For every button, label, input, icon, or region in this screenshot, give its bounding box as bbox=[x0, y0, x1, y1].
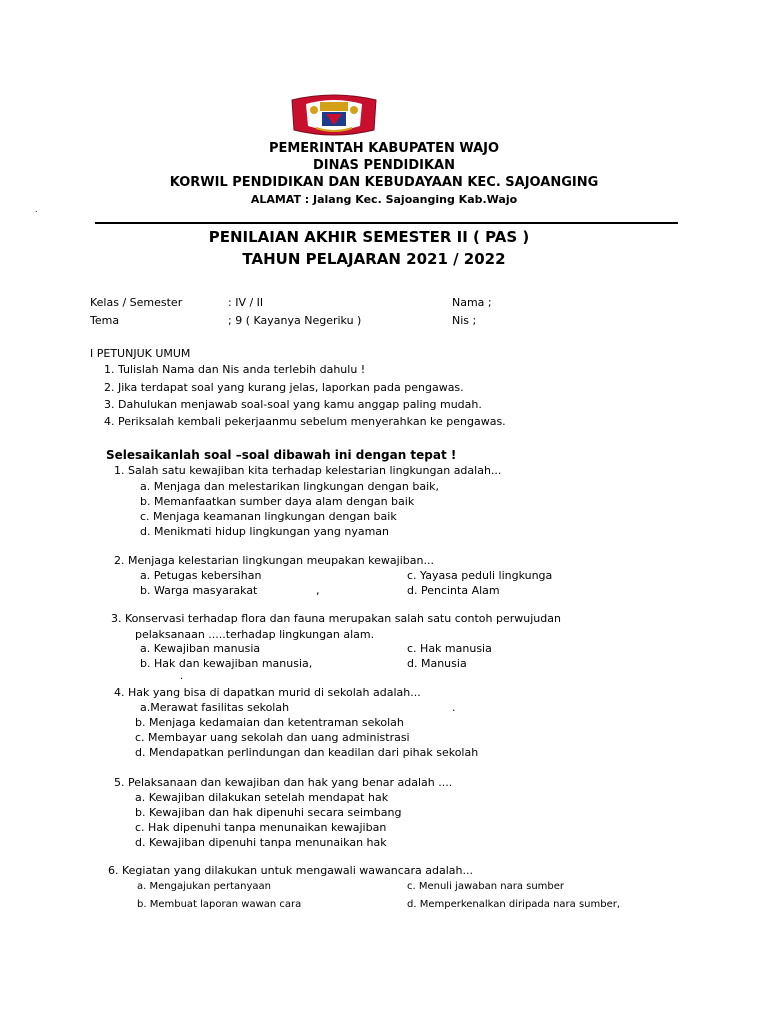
q4-option-a: a.Merawat fasilitas sekolah bbox=[140, 701, 290, 714]
instruction-item: 3. Dahulukan menjawab soal-soal yang kamu anggap paling mudah. bbox=[104, 398, 482, 411]
kelas-value: : IV / II bbox=[228, 296, 264, 309]
header-divider bbox=[95, 222, 678, 224]
kelas-label: Kelas / Semester bbox=[90, 296, 183, 309]
question-6: 6. Kegiatan yang dilakukan untuk mengawali wawancara adalah... bbox=[108, 864, 473, 877]
q2-stray-comma: , bbox=[316, 584, 320, 597]
nama-label: Nama ; bbox=[452, 296, 492, 309]
q1-option-a: a. Menjaga dan melestarikan lingkungan dengan baik, bbox=[140, 480, 440, 493]
header-department: DINAS PENDIDIKAN bbox=[312, 158, 456, 173]
q2-option-b: b. Warga masyarakat bbox=[140, 584, 258, 597]
exam-title: PENILAIAN AKHIR SEMESTER II ( PAS ) bbox=[208, 228, 530, 246]
q6-option-c: c. Menuli jawaban nara sumber bbox=[407, 881, 565, 892]
question-1: 1. Salah satu kewajiban kita terhadap kelestarian lingkungan adalah... bbox=[114, 464, 502, 477]
q6-option-d: d. Memperkenalkan diripada nara sumber, bbox=[407, 899, 621, 910]
q4-option-d: d. Mendapatkan perlindungan dan keadilan dari pihak sekolah bbox=[135, 746, 479, 759]
margin-mark: . bbox=[35, 205, 38, 214]
q1-option-d: d. Menikmati hidup lingkungan yang nyaman bbox=[140, 525, 389, 538]
q1-option-c: c. Menjaga keamanan lingkungan dengan baik bbox=[140, 510, 397, 523]
q3-option-b: b. Hak dan kewajiban manusia, bbox=[140, 657, 313, 670]
q6-option-a: a. Mengajukan pertanyaan bbox=[137, 881, 271, 892]
wajo-emblem-icon bbox=[286, 90, 382, 140]
header-address: ALAMAT : Jalang Kec. Sajoanging Kab.Wajo bbox=[250, 193, 518, 206]
q5-option-d: d. Kewajiban dipenuhi tanpa menunaikan hak bbox=[135, 836, 387, 849]
q4-option-b: b. Menjaga kedamaian dan ketentraman sekolah bbox=[135, 716, 404, 729]
instruction-item: 1. Tulislah Nama dan Nis anda terlebih dahulu ! bbox=[104, 363, 366, 376]
section-heading: Selesaikanlah soal –soal dibawah ini dengan tepat ! bbox=[106, 448, 457, 462]
question-5: 5. Pelaksanaan dan kewajiban dan hak yang benar adalah .... bbox=[114, 776, 453, 789]
nis-label: Nis ; bbox=[452, 314, 477, 327]
question-3: 3. Konservasi terhadap flora dan fauna merupakan salah satu contoh perwujudan bbox=[111, 612, 561, 625]
q2-option-d: d. Pencinta Alam bbox=[407, 584, 500, 597]
q5-option-b: b. Kewajiban dan hak dipenuhi secara seimbang bbox=[135, 806, 402, 819]
instructions-heading: I PETUNJUK UMUM bbox=[90, 347, 191, 360]
q3-stray-dot: . bbox=[180, 671, 184, 682]
q2-option-a: a. Petugas kebersihan bbox=[140, 569, 262, 582]
q4-option-c: c. Membayar uang sekolah dan uang administrasi bbox=[135, 731, 410, 744]
exam-year: TAHUN PELAJARAN 2021 / 2022 bbox=[242, 250, 506, 268]
question-3-cont: pelaksanaan .....terhadap lingkungan alam. bbox=[135, 628, 375, 641]
instruction-item: 4. Periksalah kembali pekerjaanmu sebelum menyerahkan ke pengawas. bbox=[104, 415, 506, 428]
q3-option-d: d. Manusia bbox=[407, 657, 467, 670]
q2-option-c: c. Yayasa peduli lingkunga bbox=[407, 569, 553, 582]
q5-option-c: c. Hak dipenuhi tanpa menunaikan kewajiban bbox=[135, 821, 387, 834]
instruction-item: 2. Jika terdapat soal yang kurang jelas, laporkan pada pengawas. bbox=[104, 381, 464, 394]
q3-option-c: c. Hak manusia bbox=[407, 642, 492, 655]
header-korwil: KORWIL PENDIDIKAN DAN KEBUDAYAAN KEC. SAJOANGING bbox=[169, 175, 599, 190]
q6-option-b: b. Membuat laporan wawan cara bbox=[137, 899, 302, 910]
q1-option-b: b. Memanfaatkan sumber daya alam dengan baik bbox=[140, 495, 415, 508]
q4-stray-dot: . bbox=[452, 701, 456, 714]
question-4: 4. Hak yang bisa di dapatkan murid di sekolah adalah... bbox=[114, 686, 421, 699]
question-2: 2. Menjaga kelestarian lingkungan meupakan kewajiban... bbox=[114, 554, 434, 567]
header-government: PEMERINTAH KABUPATEN WAJO bbox=[268, 141, 500, 156]
tema-value: ; 9 ( Kayanya Negeriku ) bbox=[228, 314, 362, 327]
q5-option-a: a. Kewajiban dilakukan setelah mendapat hak bbox=[135, 791, 389, 804]
q3-option-a: a. Kewajiban manusia bbox=[140, 642, 261, 655]
tema-label: Tema bbox=[90, 314, 120, 327]
